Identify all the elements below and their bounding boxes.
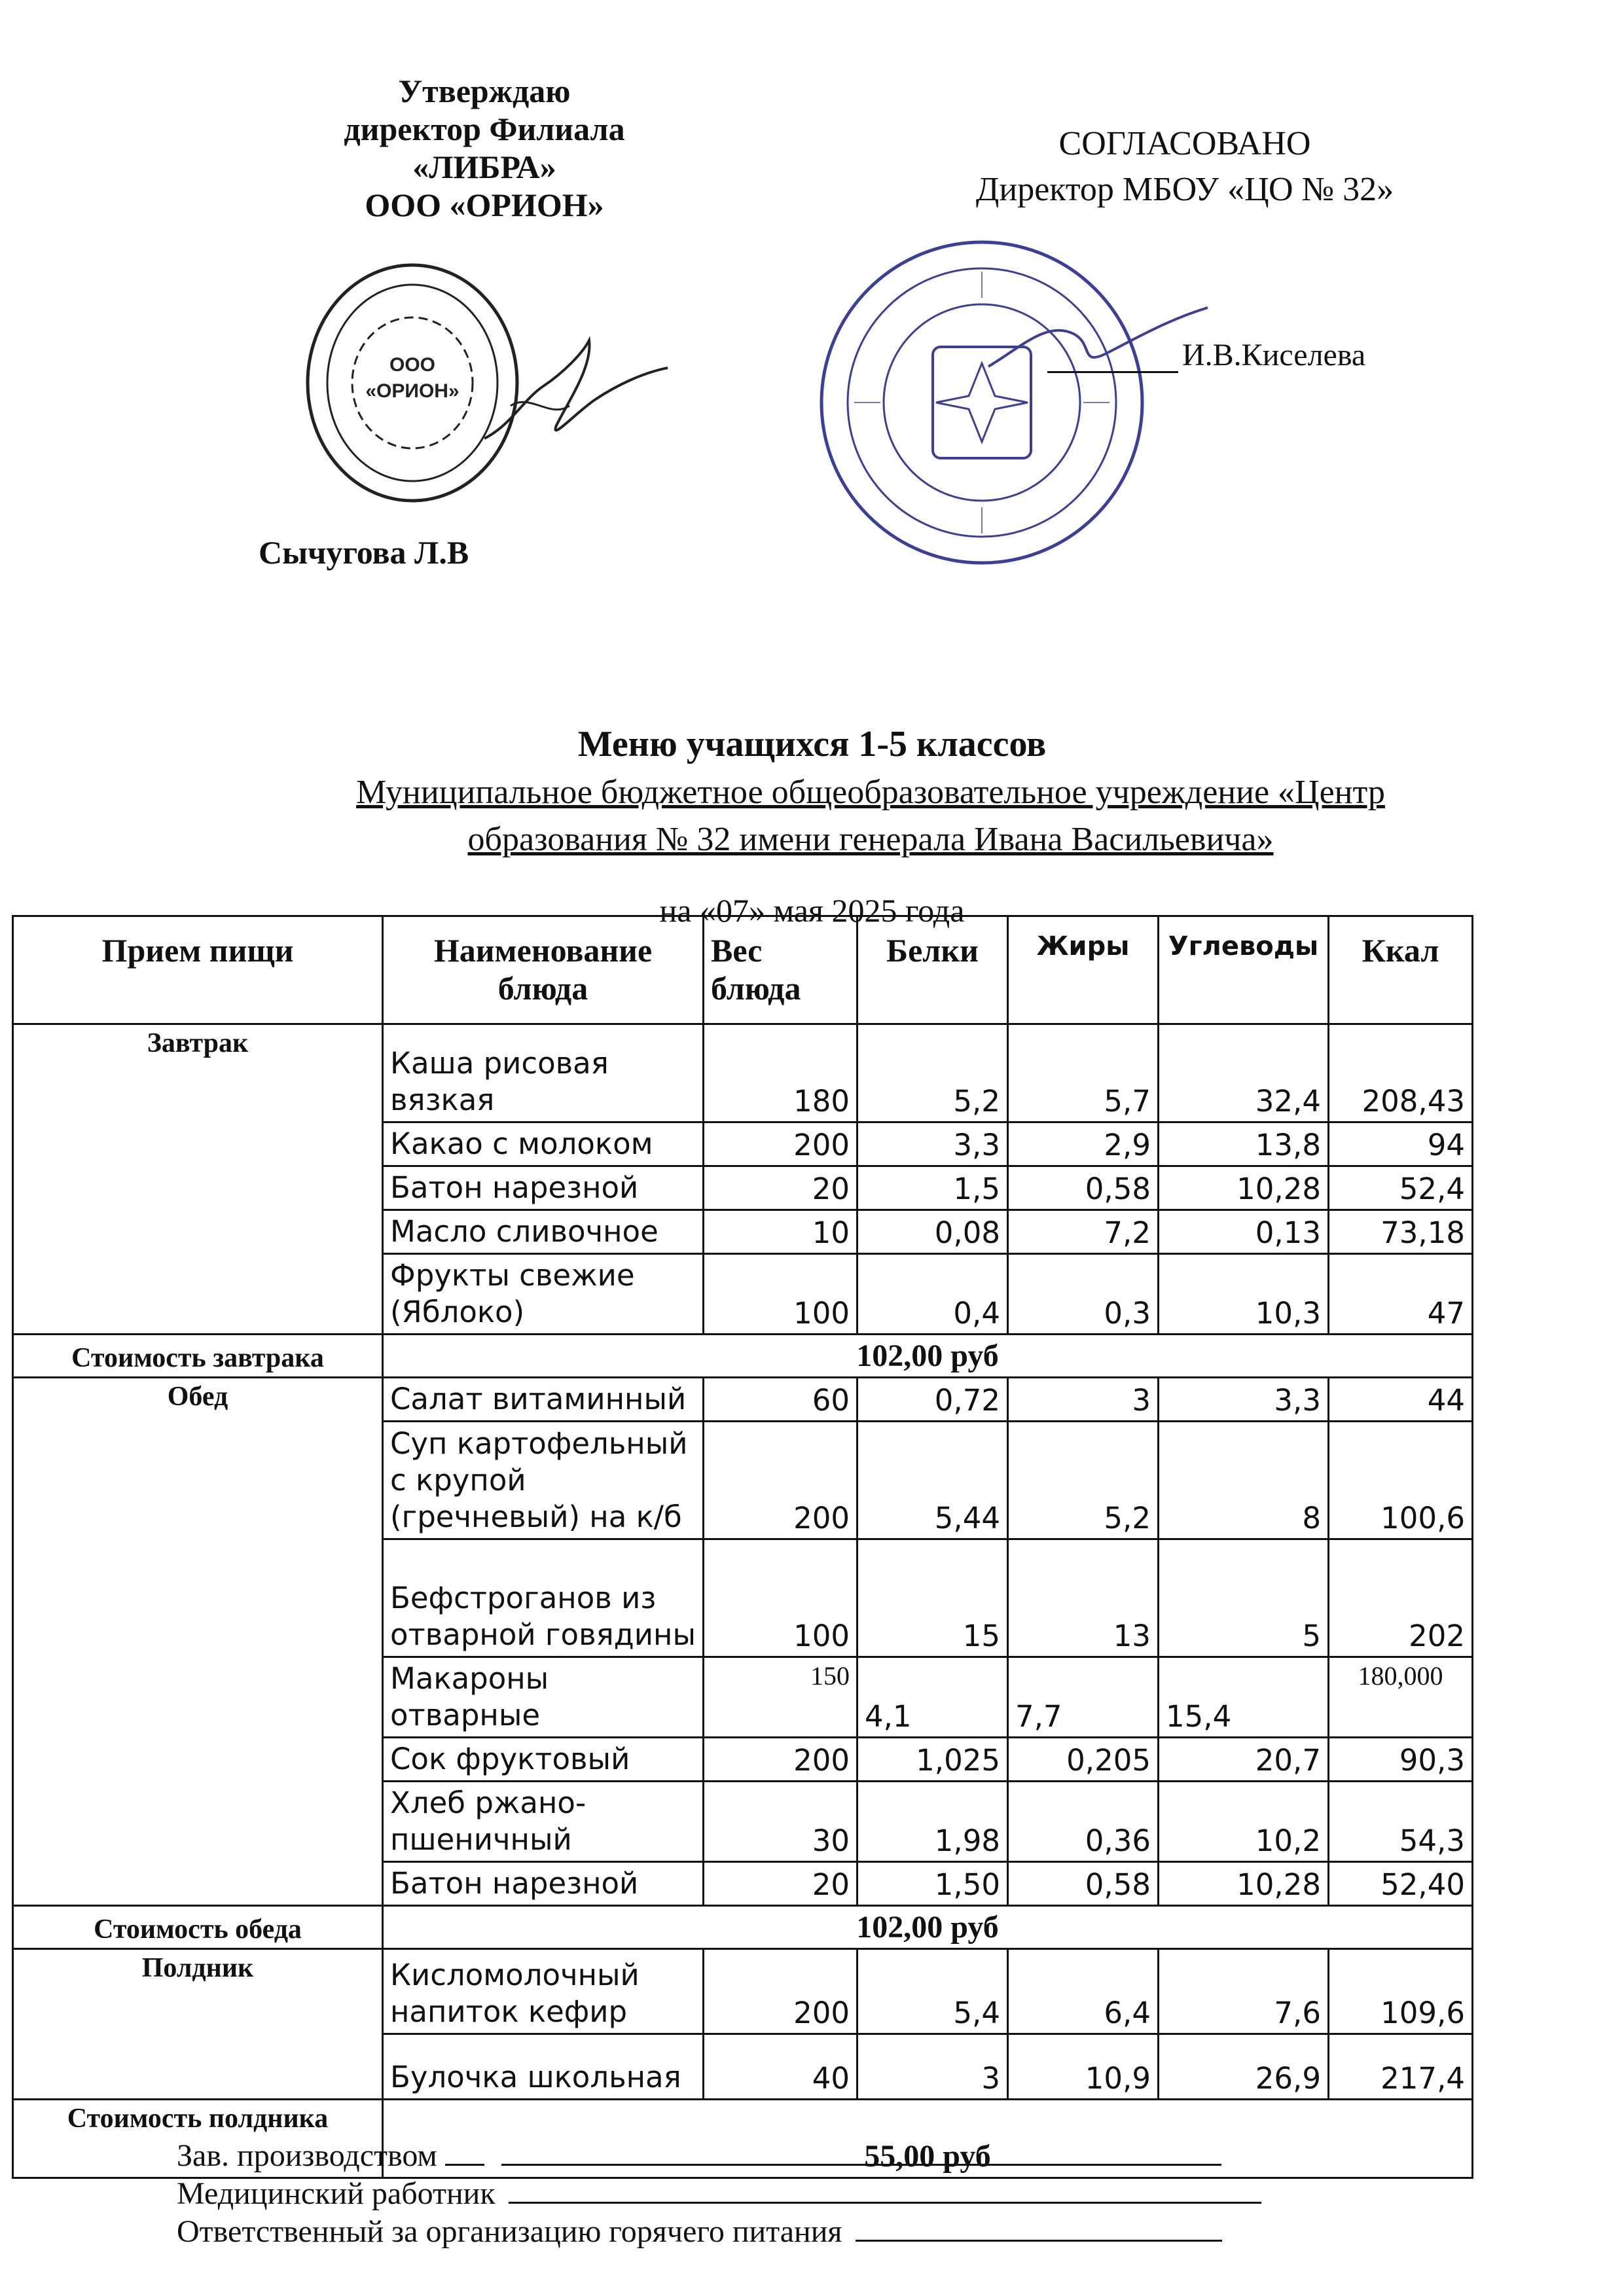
agreed-line: Директор МБОУ «ЦО № 32» <box>975 171 1394 208</box>
dish-name: Каша рисовая вязкая <box>383 1024 704 1122</box>
menu-table <box>12 915 1473 2179</box>
dish-carbs: 7,6 <box>1159 1949 1329 2034</box>
header-kcal: Ккал <box>1329 916 1473 1024</box>
dish-fat: 0,58 <box>1008 1166 1159 1210</box>
dish-protein: 0,4 <box>857 1254 1008 1335</box>
footer-row <box>177 2213 1261 2251</box>
header-name: Наименование блюда <box>383 916 704 1024</box>
table-header-row <box>13 916 1473 1024</box>
dish-carbs: 10,3 <box>1159 1254 1329 1335</box>
approval-block <box>249 72 720 224</box>
footer-row <box>177 2175 1261 2213</box>
dish-name: Хлеб ржано-пшеничный <box>383 1782 704 1862</box>
dish-name: Батон нарезной <box>383 1862 704 1906</box>
snack-cost-value: 55,00 руб <box>383 2100 1473 2178</box>
breakfast-cost-label: Стоимость завтрака <box>13 1335 383 1378</box>
header-fat: Жиры <box>1008 916 1159 1024</box>
dish-name: Булочка школьная <box>383 2034 704 2100</box>
responsible-label: Ответственный за организацию горячего питания <box>177 2214 842 2249</box>
dish-weight: 100 <box>704 1539 857 1657</box>
seal-center-text-1: ООО <box>389 354 436 376</box>
header-carbs: Углеводы <box>1159 916 1329 1024</box>
signature-line <box>509 2177 1261 2204</box>
agreed-line: СОГЛАСОВАНО <box>1058 125 1311 162</box>
organization-line: образования № 32 имени генерала Ивана Васильевича» <box>467 821 1274 858</box>
dish-kcal: 202 <box>1329 1539 1473 1657</box>
dish-protein: 1,50 <box>857 1862 1008 1906</box>
dish-name: Батон нарезной <box>383 1166 704 1210</box>
lunch-cost-value: 102,00 руб <box>383 1906 1473 1949</box>
dish-weight: 200 <box>704 1122 857 1166</box>
header-meal: Прием пищи <box>13 916 383 1024</box>
dish-weight: 20 <box>704 1166 857 1210</box>
dish-kcal: 44 <box>1329 1378 1473 1422</box>
dish-carbs: 15,4 <box>1159 1657 1329 1738</box>
dish-name: Фрукты свежие (Яблоко) <box>383 1254 704 1335</box>
organization-name <box>249 769 1492 863</box>
right-signer <box>1047 337 1365 373</box>
lunch-cost-label: Стоимость обеда <box>13 1906 383 1949</box>
dish-carbs: 26,9 <box>1159 2034 1329 2100</box>
dish-fat: 0,3 <box>1008 1254 1159 1335</box>
dish-name: Бефстроганов из отварной говядины <box>383 1539 704 1657</box>
dish-weight: 150 <box>704 1657 857 1738</box>
menu-title: Меню учащихся 1-5 классов <box>577 724 1047 764</box>
dish-carbs: 0,13 <box>1159 1210 1329 1254</box>
dish-carbs: 10,28 <box>1159 1166 1329 1210</box>
dish-carbs: 20,7 <box>1159 1738 1329 1782</box>
dish-kcal: 208,43 <box>1329 1024 1473 1122</box>
dish-name: Макароны отварные <box>383 1657 704 1738</box>
dish-protein: 1,025 <box>857 1738 1008 1782</box>
dish-fat: 0,205 <box>1008 1738 1159 1782</box>
dish-fat: 13 <box>1008 1539 1159 1657</box>
table-row <box>13 1378 1473 1422</box>
dish-protein: 1,98 <box>857 1782 1008 1862</box>
dish-weight: 60 <box>704 1378 857 1422</box>
dish-protein: 3,3 <box>857 1122 1008 1166</box>
table-row <box>13 1024 1473 1122</box>
approve-line: директор Филиала <box>344 111 625 147</box>
signature-line <box>501 2139 1221 2166</box>
production-label: Зав. производством <box>177 2138 437 2173</box>
dish-kcal: 90,3 <box>1329 1738 1473 1782</box>
dish-protein: 5,4 <box>857 1949 1008 2034</box>
cost-row <box>13 1335 1473 1378</box>
menu-date: на «07» мая 2025 года <box>659 892 965 929</box>
dish-protein: 15 <box>857 1539 1008 1657</box>
signature-line <box>1047 345 1178 373</box>
medical-label: Медицинский работник <box>177 2176 496 2211</box>
footer-signatures <box>177 2137 1261 2251</box>
dish-carbs: 10,2 <box>1159 1782 1329 1862</box>
dish-name: Суп картофельный с крупой (гречневый) на к/б <box>383 1422 704 1539</box>
dish-name: Какао с молоком <box>383 1122 704 1166</box>
agreed-block <box>916 121 1453 213</box>
dish-name: Сок фруктовый <box>383 1738 704 1782</box>
dish-protein: 3 <box>857 2034 1008 2100</box>
dish-fat: 7,2 <box>1008 1210 1159 1254</box>
dish-carbs: 3,3 <box>1159 1378 1329 1422</box>
dish-carbs: 32,4 <box>1159 1024 1329 1122</box>
table-row <box>13 1949 1473 2034</box>
dish-kcal: 54,3 <box>1329 1782 1473 1862</box>
meal-snack: Полдник <box>13 1949 383 2100</box>
dish-fat: 2,9 <box>1008 1122 1159 1166</box>
dish-name: Кисломолочный напиток кефир <box>383 1949 704 2034</box>
approve-line: Утверждаю <box>398 73 571 109</box>
dish-carbs: 5 <box>1159 1539 1329 1657</box>
dish-weight: 200 <box>704 1949 857 2034</box>
dish-weight: 200 <box>704 1422 857 1539</box>
dish-kcal: 73,18 <box>1329 1210 1473 1254</box>
dish-fat: 7,7 <box>1008 1657 1159 1738</box>
dish-fat: 0,58 <box>1008 1862 1159 1906</box>
dish-protein: 1,5 <box>857 1166 1008 1210</box>
snack-cost-label: Стоимость полдника <box>13 2100 383 2178</box>
header-protein: Белки <box>857 916 1008 1024</box>
seal-center-text-2: «ОРИОН» <box>365 380 460 402</box>
dish-kcal: 47 <box>1329 1254 1473 1335</box>
approve-line: ООО «ОРИОН» <box>365 187 604 223</box>
dish-weight: 20 <box>704 1862 857 1906</box>
dish-protein: 5,44 <box>857 1422 1008 1539</box>
dish-kcal: 100,6 <box>1329 1422 1473 1539</box>
dish-kcal: 109,6 <box>1329 1949 1473 2034</box>
dish-protein: 4,1 <box>857 1657 1008 1738</box>
dish-protein: 0,72 <box>857 1378 1008 1422</box>
school-seal-stamp <box>815 232 1149 573</box>
right-signer-name: И.В.Киселева <box>1182 338 1366 372</box>
dish-kcal: 52,4 <box>1329 1166 1473 1210</box>
dish-carbs: 10,28 <box>1159 1862 1329 1906</box>
dish-weight: 180 <box>704 1024 857 1122</box>
meal-breakfast: Завтрак <box>13 1024 383 1335</box>
breakfast-cost-value: 102,00 руб <box>383 1335 1473 1378</box>
dish-fat: 10,9 <box>1008 2034 1159 2100</box>
cost-row <box>13 1906 1473 1949</box>
dish-weight: 40 <box>704 2034 857 2100</box>
dish-kcal: 180,000 <box>1329 1657 1473 1738</box>
signature-line <box>856 2215 1222 2242</box>
signature-line <box>445 2139 484 2166</box>
dish-weight: 200 <box>704 1738 857 1782</box>
dish-weight: 100 <box>704 1254 857 1335</box>
dish-carbs: 13,8 <box>1159 1122 1329 1166</box>
dish-protein: 0,08 <box>857 1210 1008 1254</box>
dish-fat: 3 <box>1008 1378 1159 1422</box>
dish-name: Масло сливочное <box>383 1210 704 1254</box>
dish-kcal: 94 <box>1329 1122 1473 1166</box>
dish-name: Салат витаминный <box>383 1378 704 1422</box>
footer-row <box>177 2137 1261 2175</box>
approve-line: «ЛИБРА» <box>412 149 556 185</box>
dish-fat: 5,2 <box>1008 1422 1159 1539</box>
organization-line: Муниципальное бюджетное общеобразовательное учреждение «Центр <box>356 774 1385 811</box>
dish-kcal: 217,4 <box>1329 2034 1473 2100</box>
dish-kcal: 52,40 <box>1329 1862 1473 1906</box>
left-signer-name: Сычугова Л.В <box>259 534 469 571</box>
dish-fat: 5,7 <box>1008 1024 1159 1122</box>
dish-protein: 5,2 <box>857 1024 1008 1122</box>
header-weight: Вес блюда <box>704 916 857 1024</box>
dish-carbs: 8 <box>1159 1422 1329 1539</box>
meal-lunch: Обед <box>13 1378 383 1906</box>
left-signature <box>471 327 681 458</box>
dish-weight: 30 <box>704 1782 857 1862</box>
dish-fat: 0,36 <box>1008 1782 1159 1862</box>
dish-weight: 10 <box>704 1210 857 1254</box>
dish-fat: 6,4 <box>1008 1949 1159 2034</box>
